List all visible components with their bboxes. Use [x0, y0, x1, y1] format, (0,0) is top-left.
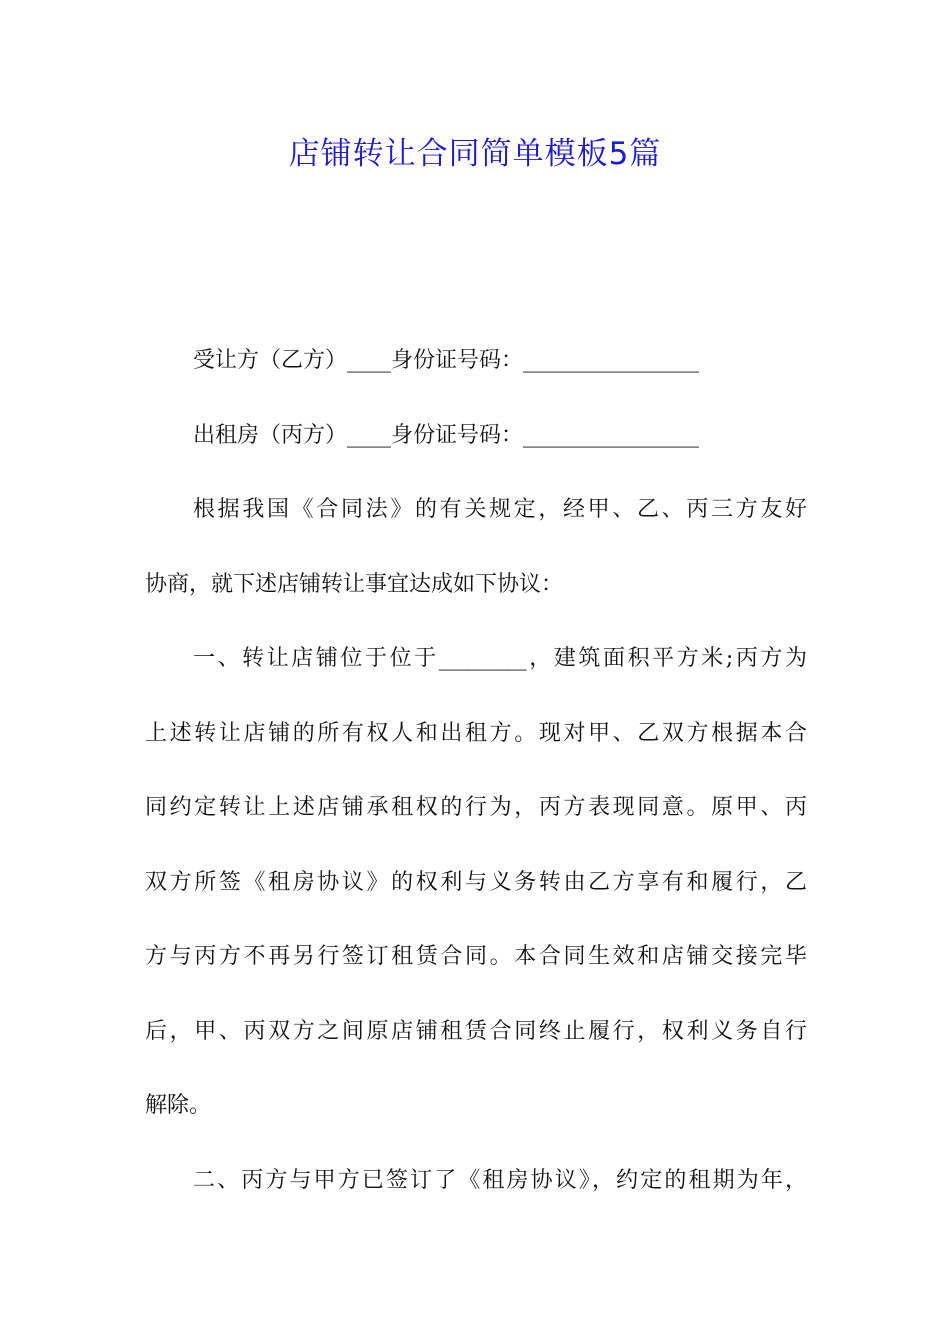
paragraph-line: 同约定转让上述店铺承租权的行为，丙方表现同意。原甲、丙 [145, 795, 807, 820]
paragraph-line: 双方所签《租房协议》的权利与义务转由乙方享有和履行，乙 [145, 869, 807, 895]
document-body [145, 336, 807, 1230]
paragraph-line: 上述转让店铺的所有权人和出租方。现对甲、乙双方根据本合 [145, 720, 807, 746]
paragraph-line: 一、转让店铺位于位于________，建筑面积平方米;丙方为 [193, 646, 807, 671]
paragraph-line-assignee: 受让方（乙方）____身份证号码：________________ [193, 348, 700, 373]
paragraph-line: 二、丙方与甲方已签订了《租房协议》，约定的租期为年， [193, 1167, 807, 1193]
paragraph-line: 解除。 [145, 1093, 212, 1118]
paragraph-line: 协商，就下述店铺转让事宜达成如下协议： [145, 571, 564, 597]
paragraph-line-lessor: 出租房（丙方）____身份证号码：________________ [193, 422, 700, 448]
paragraph-line: 方与丙方不再另行签订租赁合同。本合同生效和店铺交接完毕 [145, 944, 807, 969]
paragraph-line: 根据我国《合同法》的有关规定，经甲、乙、丙三方友好 [193, 497, 807, 522]
paragraph-line: 后，甲、丙双方之间原店铺租赁合同终止履行，权利义务自行 [145, 1018, 807, 1044]
document-title: 店铺转让合同简单模板5篇 [288, 136, 662, 172]
